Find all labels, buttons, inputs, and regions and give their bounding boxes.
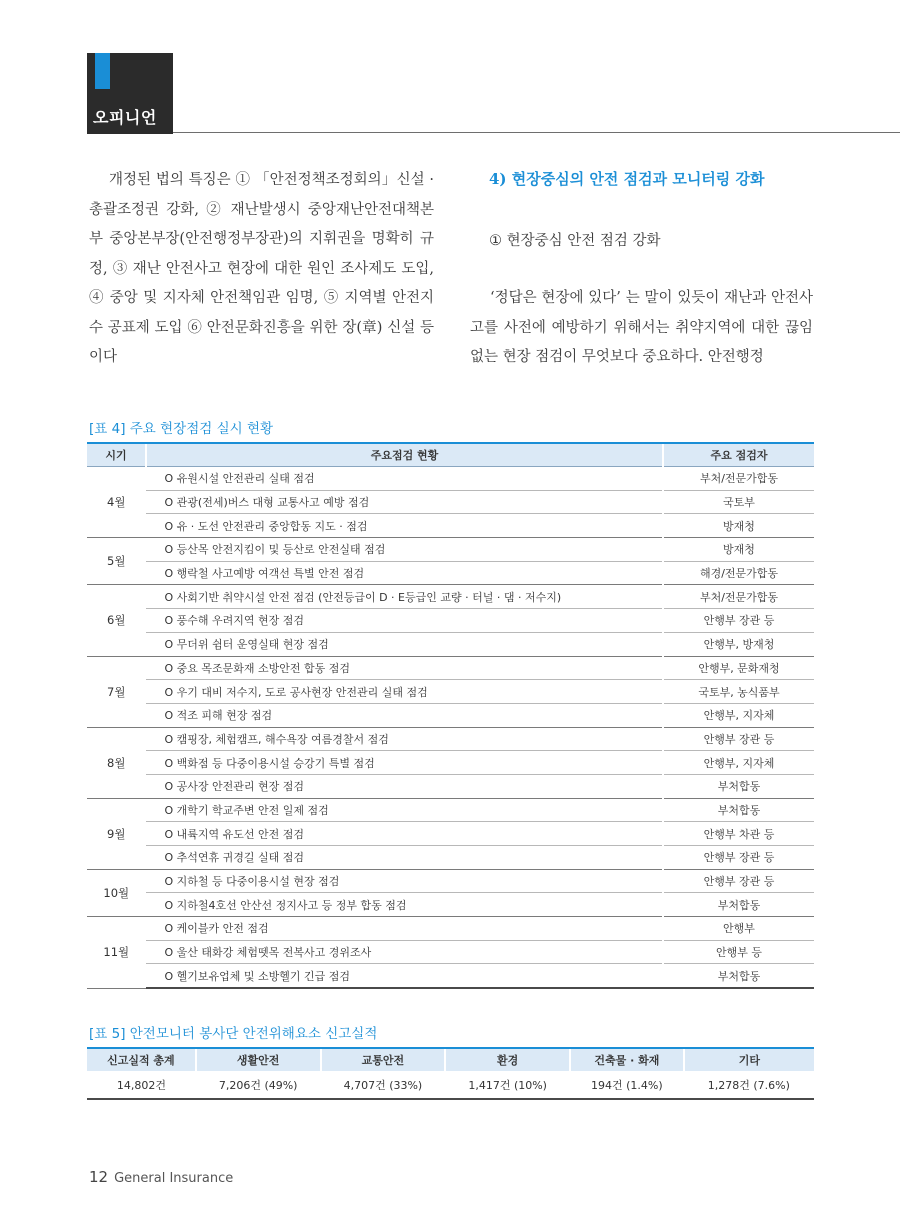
inspector-cell: 부처/전문가합동	[663, 467, 814, 491]
inspector-cell: 방재청	[663, 514, 814, 538]
header-inspector: 주요 점검자	[663, 443, 814, 467]
month-cell: 7월	[87, 656, 146, 727]
inspection-item: O 관광(전세)버스 대형 교통사고 예방 점검	[146, 490, 663, 514]
table-header-row	[87, 1048, 814, 1071]
table-row	[87, 846, 814, 870]
table-row	[87, 680, 814, 704]
inspection-item: O 공사장 안전관리 현장 점검	[146, 774, 663, 798]
inspection-item: O 무더위 쉼터 운영실태 현장 점검	[146, 632, 663, 656]
inspection-item: O 등산목 안전지킴이 및 등산로 안전실태 점검	[146, 538, 663, 562]
inspector-cell: 안행부	[663, 917, 814, 941]
table-row	[87, 585, 814, 609]
inspector-cell: 안행부, 문화재청	[663, 656, 814, 680]
value-traffic: 4,707건 (33%)	[321, 1071, 446, 1099]
inspector-cell: 안행부 장관 등	[663, 609, 814, 633]
tab-accent-bar	[95, 53, 110, 89]
page-number: 12	[89, 1168, 109, 1186]
inspector-cell: 안행부 차관 등	[663, 822, 814, 846]
inspector-cell: 부처합동	[663, 774, 814, 798]
table-row	[87, 964, 814, 988]
table4-caption: [표 4] 주요 현장점검 실시 현황	[89, 421, 274, 437]
inspector-cell: 안행부 등	[663, 940, 814, 964]
inspection-table-body	[87, 467, 814, 989]
header-building: 건축물 · 화재	[570, 1048, 684, 1071]
inspection-item: O 백화점 등 다중이용시설 승강기 특별 점검	[146, 751, 663, 775]
inspection-item: O 추석연휴 귀경길 실태 점검	[146, 846, 663, 870]
sub-heading: ① 현장중심 안전 점검 강화	[489, 233, 661, 249]
month-cell: 6월	[87, 585, 146, 656]
inspector-cell: 부처/전문가합동	[663, 585, 814, 609]
table-row	[87, 467, 814, 491]
inspector-cell: 안행부 장관 등	[663, 727, 814, 751]
table-row	[87, 940, 814, 964]
month-cell: 8월	[87, 727, 146, 798]
table-row	[87, 656, 814, 680]
section-label: 오피니언	[93, 108, 157, 127]
value-environment: 1,417건 (10%)	[445, 1071, 570, 1099]
value-other: 1,278건 (7.6%)	[684, 1071, 814, 1099]
inspection-item: O 중요 목조문화재 소방안전 합동 점검	[146, 656, 663, 680]
table-row	[87, 798, 814, 822]
table-row	[87, 727, 814, 751]
header-total: 신고실적 총계	[87, 1048, 196, 1071]
inspection-item: O 캠핑장, 체험캠프, 해수욕장 여름경찰서 점검	[146, 727, 663, 751]
inspection-item: O 우기 대비 저수지, 도로 공사현장 안전관리 실태 점검	[146, 680, 663, 704]
table-row	[87, 893, 814, 917]
month-cell: 11월	[87, 917, 146, 989]
header-rule	[173, 132, 900, 133]
table-row	[87, 774, 814, 798]
left-column	[89, 166, 434, 373]
table-row	[87, 561, 814, 585]
inspection-table	[87, 442, 814, 989]
inspection-item: O 헬기보유업체 및 소방헬기 긴급 점검	[146, 964, 663, 988]
inspector-cell: 부처합동	[663, 798, 814, 822]
month-cell: 10월	[87, 869, 146, 916]
inspection-item: O 사회기반 취약시설 안전 점검 (안전등급이 D · E등급인 교량 · 터널 · 댐 · 저수지)	[146, 585, 663, 609]
inspector-cell: 안행부 장관 등	[663, 869, 814, 893]
value-building: 194건 (1.4%)	[570, 1071, 684, 1099]
table-row	[87, 514, 814, 538]
table-row	[87, 869, 814, 893]
section-heading: 4) 현장중심의 안전 점검과 모니터링 강화	[489, 170, 765, 188]
inspector-cell: 부처합동	[663, 964, 814, 988]
month-cell: 4월	[87, 467, 146, 538]
header-environment: 환경	[445, 1048, 570, 1071]
month-cell: 5월	[87, 538, 146, 585]
inspection-item: O 유 · 도선 안전관리 중앙합동 지도 · 점검	[146, 514, 663, 538]
table-row	[87, 609, 814, 633]
table-row	[87, 751, 814, 775]
report-table	[87, 1047, 814, 1100]
inspection-item: O 개학기 학교주변 안전 일제 점검	[146, 798, 663, 822]
inspection-item: O 적조 피해 현장 점검	[146, 703, 663, 727]
inspector-cell: 안행부 장관 등	[663, 846, 814, 870]
section-tab	[87, 53, 173, 134]
header-traffic: 교통안전	[321, 1048, 446, 1071]
inspector-cell: 안행부, 지자체	[663, 751, 814, 775]
table-row	[87, 538, 814, 562]
inspection-item: O 케이블카 안전 점검	[146, 917, 663, 941]
header-month: 시기	[87, 443, 146, 467]
right-column	[470, 284, 813, 373]
inspector-cell: 방재청	[663, 538, 814, 562]
month-cell: 9월	[87, 798, 146, 869]
inspection-item: O 유원시설 안전관리 실태 점검	[146, 467, 663, 491]
table-row	[87, 822, 814, 846]
inspector-cell: 부처합동	[663, 893, 814, 917]
value-life: 7,206건 (49%)	[196, 1071, 321, 1099]
page-footer	[89, 1168, 233, 1186]
inspection-item: O 내륙지역 유도선 안전 점검	[146, 822, 663, 846]
table-row	[87, 703, 814, 727]
table-row	[87, 490, 814, 514]
inspector-cell: 안행부, 지자체	[663, 703, 814, 727]
right-paragraph: ‘정답은 현장에 있다’ 는 말이 있듯이 재난과 안전사고를 사전에 예방하기 위해서는 취약지역에 대한 끊임없는 현장 점검이 무엇보다 중요하다. 안전행정	[470, 290, 813, 365]
inspection-item: O 지하철4호선 안산선 정지사고 등 정부 합동 점검	[146, 893, 663, 917]
header-item: 주요점검 현황	[146, 443, 663, 467]
table-header-row	[87, 443, 814, 467]
publication-name: General Insurance	[114, 1171, 234, 1186]
table-row	[87, 917, 814, 941]
inspector-cell: 국토부	[663, 490, 814, 514]
inspection-item: O 풍수해 우려지역 현장 점검	[146, 609, 663, 633]
table5-caption: [표 5] 안전모니터 봉사단 안전위해요소 신고실적	[89, 1026, 378, 1042]
value-total: 14,802건	[87, 1071, 196, 1099]
left-paragraph: 개정된 법의 특징은 ① 「안전정책조정회의」신설 · 총괄조정권 강화, ② 재난발생시 중앙재난안전대책본부 중앙본부장(안전행정부장관)의 지휘권을 명확히 규정, ③ 재난 안전사고 현장에 대한 원인 조사제도 도입, ④ 중앙 및 지자체 안전책임관 임명, ⑤ 지역별 안전지수 공표제 도입 ⑥ 안전문화진흥을 위한 장(章) 신설 등이다	[89, 172, 434, 365]
header-life: 생활안전	[196, 1048, 321, 1071]
inspection-item: O 지하철 등 다중이용시설 현장 점검	[146, 869, 663, 893]
inspection-item: O 행락철 사고예방 여객선 특별 안전 점검	[146, 561, 663, 585]
header-other: 기타	[684, 1048, 814, 1071]
inspection-item: O 울산 태화강 체험뗏목 전복사고 경위조사	[146, 940, 663, 964]
inspector-cell: 안행부, 방재청	[663, 632, 814, 656]
inspector-cell: 해경/전문가합동	[663, 561, 814, 585]
table-row	[87, 632, 814, 656]
table-row	[87, 1071, 814, 1099]
inspector-cell: 국토부, 농식품부	[663, 680, 814, 704]
